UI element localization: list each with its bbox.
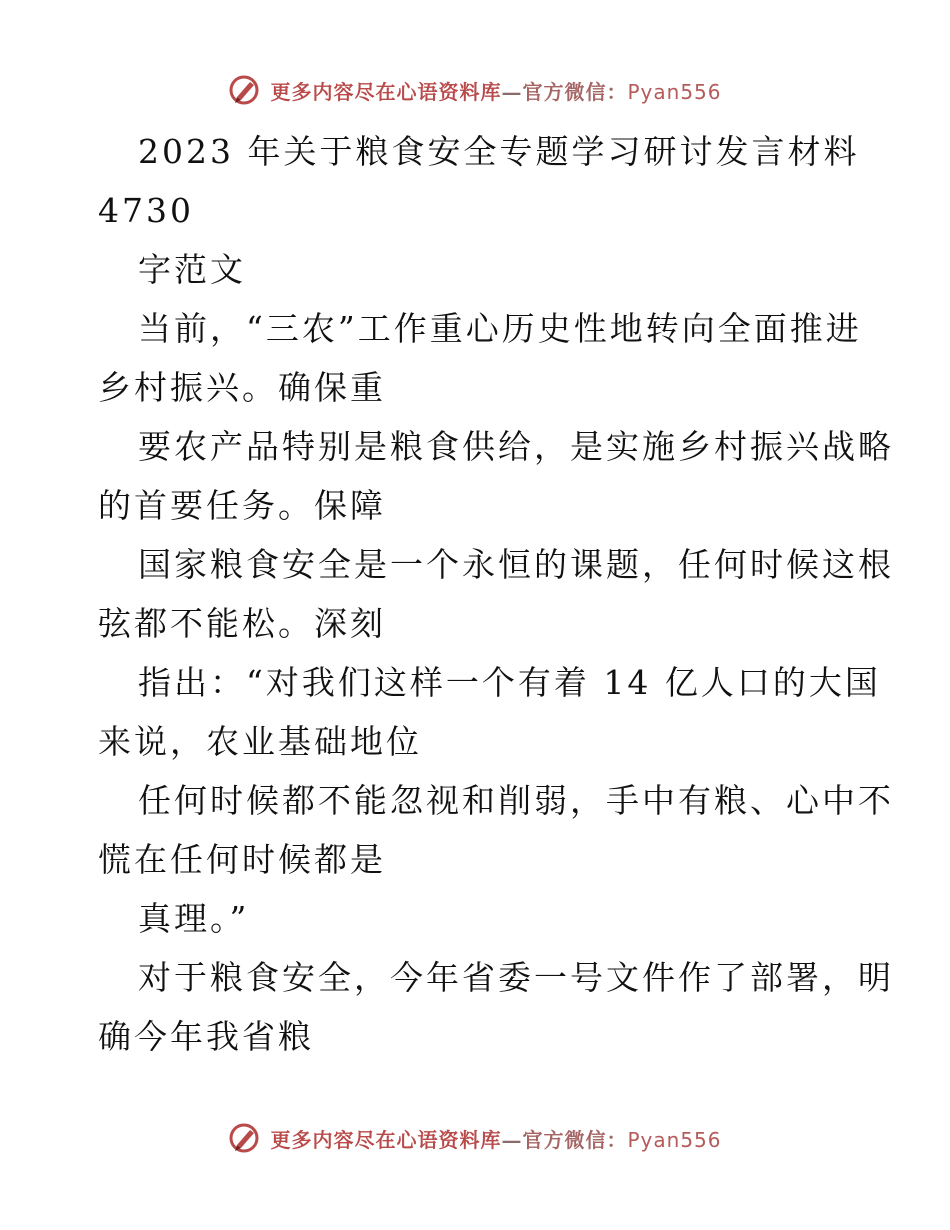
watermark-wechat-label: 官方微信：: [522, 79, 628, 104]
watermark-separator: —: [501, 79, 523, 104]
document-line: 对于粮食安全，今年省委一号文件作了部署，明: [138, 958, 894, 997]
footer-watermark: [0, 1118, 950, 1158]
document-line: 慌在任何时候都是: [98, 840, 386, 879]
document-line: 要农产品特别是粮食供给，是实施乡村振兴战略: [138, 427, 894, 466]
pen-logo-icon: [228, 73, 262, 107]
watermark-text: [270, 1124, 721, 1153]
watermark-wechat-id: Pyan556: [627, 79, 722, 104]
watermark-separator: —: [501, 1127, 523, 1152]
document-line: 确今年我省粮: [98, 1017, 314, 1056]
document-body: [98, 122, 894, 1066]
document-line: 4730: [98, 191, 194, 230]
watermark-wechat-label: 官方微信：: [522, 1127, 628, 1152]
watermark-wechat-id: Pyan556: [627, 1127, 722, 1152]
document-line: 真理。”: [138, 899, 250, 938]
watermark-text: [270, 76, 721, 105]
document-line: 来说，农业基础地位: [98, 722, 422, 761]
pen-logo-icon: [228, 1121, 262, 1155]
document-line: 国家粮食安全是一个永恒的课题，任何时候这根: [138, 545, 894, 584]
document-line: 2023 年关于粮食安全专题学习研讨发言材料: [138, 132, 860, 171]
document-line: 弦都不能松。深刻: [98, 604, 386, 643]
document-line: 乡村振兴。确保重: [98, 368, 386, 407]
watermark-site-text: 更多内容尽在心语资料库: [270, 1127, 502, 1152]
document-line: 字范文: [138, 250, 246, 289]
document-line: 当前，“三农”工作重心历史性地转向全面推进: [138, 309, 862, 348]
document-line: 的首要任务。保障: [98, 486, 386, 525]
document-line: 指出：“对我们这样一个有着 14 亿人口的大国: [138, 663, 881, 702]
document-line: 任何时候都不能忽视和削弱，手中有粮、心中不: [138, 781, 894, 820]
header-watermark: [0, 70, 950, 110]
watermark-site-text: 更多内容尽在心语资料库: [270, 79, 502, 104]
